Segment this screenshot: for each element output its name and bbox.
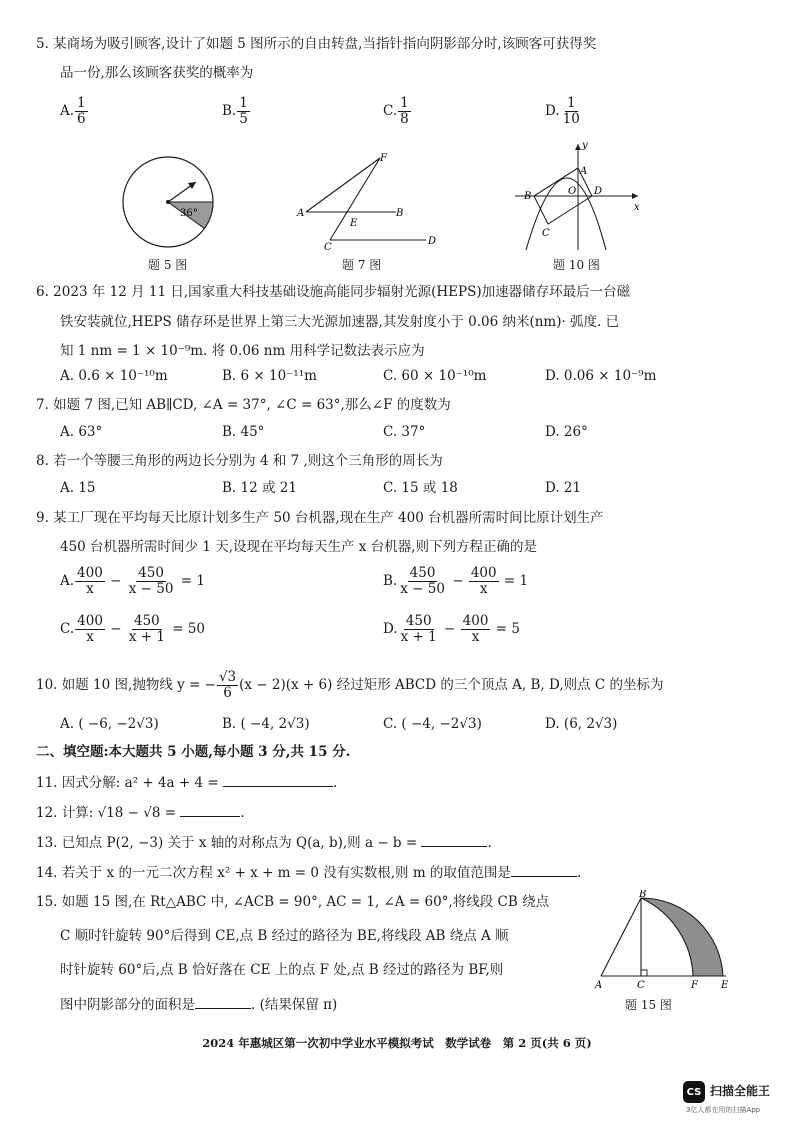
- page-footer: 2024 年惠城区第一次初中学业水平模拟考试 数学试卷 第 2 页(共 6 页): [202, 1036, 592, 1050]
- q13-answer-blank[interactable]: [421, 832, 487, 847]
- q6-option-a: A. 0.6 × 10⁻¹⁰m: [60, 368, 168, 384]
- q7-option-c: C. 37°: [383, 424, 426, 440]
- q6-option-b: B. 6 × 10⁻¹¹m: [222, 368, 317, 384]
- q12-answer-blank[interactable]: [180, 802, 240, 817]
- q6-text-line2: 铁安装就位,HEPS 储存环是世界上第三大光源加速器,其发射度小于 0.06 纳米(nm)· 弧度. 已: [60, 314, 620, 330]
- q9-option-a: A. $\frac{400}{x}$ − $\frac{450}{x - 50}$ = 1: [60, 565, 205, 597]
- q8-option-b: B. 12 或 21: [222, 480, 297, 496]
- fig7-label-b: B: [396, 208, 404, 219]
- q6-option-c: C. 60 × 10⁻¹⁰m: [383, 368, 487, 384]
- q9-option-b: B. $\frac{450}{x - 50}$ − $\frac{400}{x}$ = 1: [383, 565, 529, 597]
- q5-option-d: D. $\frac{1}{10}$: [545, 95, 580, 127]
- q6-text-line3: 知 1 nm = 1 × 10⁻⁹m. 将 0.06 nm 用科学记数法表示应为: [60, 343, 425, 359]
- q14-text: 14. 若关于 x 的一元二次方程 x² + x + m = 0 没有实数根,则 m 的取值范围是 .: [36, 862, 581, 883]
- q15-answer-blank[interactable]: [195, 994, 251, 1009]
- q10-option-c: C. ( −4, −2√3): [383, 716, 482, 732]
- fig7-label-c: C: [324, 242, 332, 252]
- q8-option-a: A. 15: [60, 480, 96, 496]
- fig10-label-y: y: [582, 140, 588, 151]
- q6-option-d: D. 0.06 × 10⁻⁹m: [545, 368, 657, 384]
- fig7-label-e: E: [350, 218, 358, 229]
- q8-option-c: C. 15 或 18: [383, 480, 458, 496]
- fig5-angle-label: 36°: [180, 208, 198, 219]
- q15-text-line4: 图中阴影部分的面积是 . (结果保留 π): [60, 994, 337, 1015]
- fig10-label-a: A: [580, 166, 588, 177]
- q7-option-a: A. 63°: [60, 424, 103, 440]
- q6-text-line1: 6. 2023 年 12 月 11 日,国家重大科技基础设施高能同步辐射光源(HEPS)加速器储存环最后一台磁: [36, 284, 631, 300]
- figure-5-spinner: [118, 152, 218, 252]
- q9-text-line1: 9. 某工厂现在平均每天比原计划多生产 50 台机器,现在生产 400 台机器所需时间比原计划生产: [36, 510, 604, 526]
- fig10-caption: 题 10 图: [553, 258, 600, 272]
- q11-text: 11. 因式分解: a² + 4a + 4 = .: [36, 772, 337, 793]
- q7-option-b: B. 45°: [222, 424, 265, 440]
- camscanner-slogan: 3亿人都在用的扫描App: [686, 1106, 761, 1114]
- fig5-caption: 题 5 图: [148, 258, 188, 272]
- fig15-label-e: E: [721, 980, 729, 991]
- q5-option-a: A. $\frac{1}{6}$: [60, 95, 86, 127]
- q10-option-b: B. ( −4, 2√3): [222, 716, 310, 732]
- q8-text: 8. 若一个等腰三角形的两边长分别为 4 和 7 ,则这个三角形的周长为: [36, 453, 443, 469]
- figure-10-parabola: [510, 140, 645, 255]
- fig10-label-o: O: [568, 186, 577, 197]
- q15-text-line3: 时针旋转 60°后,点 B 恰好落在 CE 上的点 F 处,点 B 经过的路径为 BF,则: [60, 962, 504, 978]
- q15-text-line2: C 顺时针旋转 90°后得到 CE,点 B 经过的路径为 BE,将线段 AB 绕点 A 顺: [60, 928, 509, 944]
- figure-15-triangle-arcs: [593, 890, 733, 992]
- fig7-label-d: D: [428, 236, 437, 247]
- fig15-label-f: F: [691, 980, 698, 991]
- q13-text: 13. 已知点 P(2, −3) 关于 x 轴的对称点为 Q(a, b),则 a − b = .: [36, 832, 492, 853]
- figure-7-parallel-lines: [292, 152, 442, 252]
- q9-option-c: C. $\frac{400}{x}$ − $\frac{450}{x + 1}$ = 50: [60, 613, 206, 645]
- camscanner-name: 扫描全能王: [710, 1084, 771, 1098]
- fig15-label-c: C: [637, 980, 645, 991]
- q7-option-d: D. 26°: [545, 424, 588, 440]
- q11-answer-blank[interactable]: [223, 772, 333, 787]
- q5-option-c: C. $\frac{1}{8}$: [383, 95, 409, 127]
- fig15-caption: 题 15 图: [625, 998, 672, 1012]
- fig7-label-f: F: [380, 153, 387, 164]
- q10-text: 10. 如题 10 图,抛物线 y = − $\frac{√3}{6}$ (x − 2)(x + 6) 经过矩形 ABCD 的三个顶点 A, B, D,则点 C 的坐标为: [36, 669, 664, 701]
- section-2-title: 二、填空题:本大题共 5 小题,每小题 3 分,共 15 分.: [36, 744, 351, 760]
- q5-option-b: B. $\frac{1}{5}$: [222, 95, 248, 127]
- q9-option-d: D. $\frac{450}{x + 1}$ − $\frac{400}{x}$ = 5: [383, 613, 520, 645]
- fig15-label-b: B: [639, 890, 647, 900]
- q15-text-line1: 15. 如题 15 图,在 Rt△ABC 中, ∠ACB = 90°, AC = 1, ∠A = 60°,将线段 CB 绕点: [36, 894, 550, 910]
- q9-text-line2: 450 台机器所需时间少 1 天,设现在平均每天生产 x 台机器,则下列方程正确的是: [60, 539, 538, 555]
- fig15-label-a: A: [595, 980, 603, 991]
- q10-option-a: A. ( −6, −2√3): [60, 716, 159, 732]
- fig7-label-a: A: [297, 208, 305, 219]
- fig10-label-c: C: [542, 228, 550, 239]
- q10-option-d: D. (6, 2√3): [545, 716, 618, 732]
- fig10-label-b: B: [524, 191, 532, 202]
- q14-answer-blank[interactable]: [511, 862, 577, 877]
- q12-text: 12. 计算: √18 − √8 = .: [36, 802, 245, 823]
- camscanner-logo-icon: CS: [683, 1081, 705, 1103]
- q8-option-d: D. 21: [545, 480, 582, 496]
- fig10-label-d: D: [594, 186, 603, 197]
- q5-text-line2: 品一份,那么该顾客获奖的概率为: [60, 65, 254, 81]
- q5-text-line1: 5. 某商场为吸引顾客,设计了如题 5 图所示的自由转盘,当指针指向阴影部分时,该顾客可获得奖: [36, 36, 597, 52]
- fig7-caption: 题 7 图: [342, 258, 382, 272]
- q7-text: 7. 如题 7 图,已知 AB∥CD, ∠A = 37°, ∠C = 63°,那么∠F 的度数为: [36, 397, 451, 413]
- fig10-label-x: x: [634, 202, 640, 213]
